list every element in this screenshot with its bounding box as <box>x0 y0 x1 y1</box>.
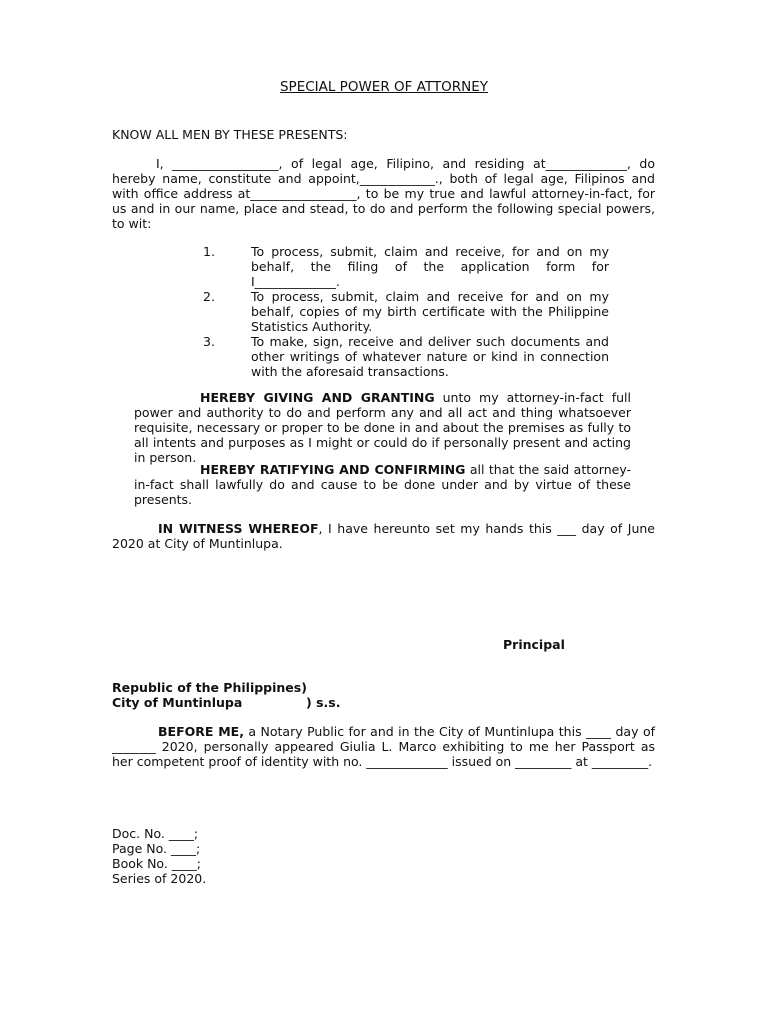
list-number: 1. <box>203 244 215 259</box>
venue-suffix: ) s.s. <box>306 695 341 710</box>
notary-text: a Notary Public for and in the City of Muntinlupa this ____ day of _______ 2020, personally appeared Giulia L. Marco exhibiting to me her Passport as her competent proof of identity with no. _____________ issued on _________ at _________. <box>112 724 655 769</box>
granting-lead: HEREBY GIVING AND GRANTING <box>200 390 435 405</box>
series-line: Series of 2020. <box>112 871 207 886</box>
witness-paragraph <box>112 521 655 551</box>
witness-text: , I have hereunto set my hands this ___ day of June 2020 at City of Muntinlupa. <box>112 521 655 551</box>
list-item <box>203 334 609 379</box>
intro-paragraph: I, _________________, of legal age, Filipino, and residing at_____________, do hereby name, constitute and appoint,____________., both of legal age, Filipinos and with office address at_________________, to be my true and lawful attorney-in-fact, for us and in our name, place and stead, to do and perform the following special powers, to wit: <box>112 156 655 231</box>
list-item <box>203 289 609 334</box>
witness-lead: IN WITNESS WHEREOF <box>158 521 319 536</box>
principal-signature-label: Principal <box>503 637 565 652</box>
list-number: 2. <box>203 289 215 304</box>
granting-text: unto my attorney-in-fact full power and authority to do and perform any and all act and thing whatsoever requisite, necessary or proper to be done in and about the premises as fully to all intents and purposes as I might or could do if personally present and acting in person. <box>134 390 631 465</box>
powers-list <box>203 244 609 379</box>
list-text: To make, sign, receive and deliver such documents and other writings of whatever nature or kind in connection with the aforesaid transactions. <box>251 334 609 379</box>
notary-lead: BEFORE ME, <box>158 724 244 739</box>
list-text: To process, submit, claim and receive for and on my behalf, copies of my birth certificate with the Philippine Statistics Authority. <box>251 289 609 334</box>
notary-paragraph <box>112 724 655 769</box>
ratifying-lead: HEREBY RATIFYING AND CONFIRMING <box>200 462 466 477</box>
ratifying-paragraph <box>134 462 631 507</box>
venue-city: City of Muntinlupa <box>112 695 243 710</box>
opening-heading: KNOW ALL MEN BY THESE PRESENTS: <box>112 127 348 142</box>
notarial-entries <box>112 826 206 886</box>
list-text: To process, submit, claim and receive, for and on my behalf, the filing of the application form for I_____________. <box>251 244 609 289</box>
list-item <box>203 244 609 289</box>
doc-number-line: Doc. No. ____; <box>112 826 199 841</box>
page-number-line: Page No. ____; <box>112 841 201 856</box>
venue-country: Republic of the Philippines) <box>112 680 307 695</box>
granting-paragraph <box>134 390 631 465</box>
ratifying-text: all that the said attorney-in-fact shall lawfully do and cause to be done under and by virtue of these presents. <box>134 462 632 507</box>
list-number: 3. <box>203 334 215 349</box>
book-number-line: Book No. ____; <box>112 856 202 871</box>
document-title: SPECIAL POWER OF ATTORNEY <box>279 79 489 95</box>
